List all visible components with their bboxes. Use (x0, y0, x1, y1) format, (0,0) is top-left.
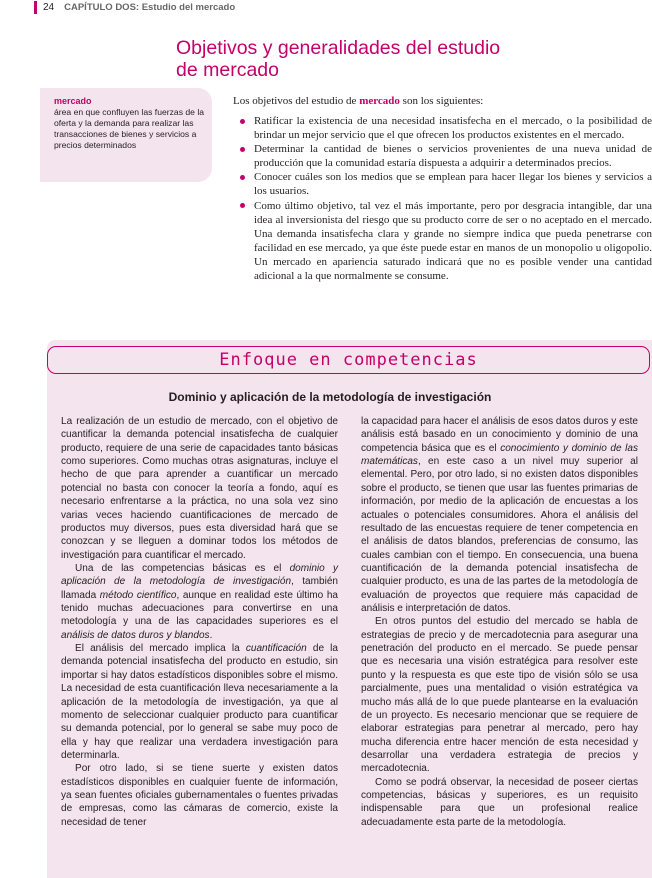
text-run: , también llamada (61, 576, 338, 601)
text-run: de la demanda potencial insatisfecha del producto en estudio, sin importar si hay datos estadísticos disponibles sobre el mismo. La necesidad de esta cuantificación lleva necesariamente a la aplicación de la metodología de investigación, ya que al momento de seleccionar cualquier producto para cuantificar su demanda potencial, por lo general se sabe muy poco de ella y hay que realizar una verdadera investigación para determinarla. (61, 643, 338, 761)
emphasis: método científico (99, 589, 177, 601)
competencias-column-left (61, 415, 338, 829)
running-header (34, 0, 235, 14)
emphasis: conocimiento y dominio de las matemáticas (361, 442, 638, 468)
page-number: 24 (43, 1, 55, 13)
emphasis: cuantificación (245, 643, 307, 655)
paragraph (61, 642, 338, 762)
paragraph (61, 562, 338, 642)
competencias-title-box (47, 346, 650, 374)
paragraph: La realización de un estudio de mercado, con el objetivo de cuantificar la demanda potencial insatisfecha de cualquier producto, requiere de una serie de capacidades tanto básicas como superiores. Como muchas otras asignaturas, incluye el hecho de que para aprender a cuantificar un mercado potencial no basta con conocer la teoría a fondo, aquí es necesario enfrentarse a la práctica, no una sola vez sino varias veces haciendo cuantificaciones de mercado de productos muy diversos, pues esta diversidad hará que se conozcan y se lleguen a dominar todos los métodos de investigación para cuantificar el mercado. (61, 416, 338, 561)
bullet-icon (240, 147, 245, 152)
list-item-text: Conocer cuáles son los medios que se emplean para hacer llegar los bienes y servicios a los usuarios. (254, 171, 652, 198)
section-title-line1: Objetivos y generalidades del estudio (176, 37, 501, 59)
emphasis: dominio y aplicación de la metodología de investigación (61, 562, 339, 588)
objectives-list (240, 114, 652, 283)
list-item (240, 114, 652, 142)
bullet-icon (240, 175, 245, 180)
list-item-text: Como último objetivo, tal vez el más importante, pero por desgracia intangible, dar una idea al inversionista del riesgo que su producto corre de ser o no aceptado en el mercado. Una demanda insatisfecha clara y grande no siempre indica que pueda penetrarse con facilidad en ese mercado, ya que éste puede estar en manos de un monopolio u oligopolio. Un mercado en apariencia saturado indicará que no es posible vender una cantidad adicional a la que normalmente se consume. (254, 199, 652, 283)
bullet-icon (240, 119, 245, 124)
bullet-icon (240, 203, 245, 208)
chapter-title: CAPÍTULO DOS: Estudio del mercado (64, 1, 236, 13)
paragraph: Como se podrá observar, la necesidad de poseer ciertas competencias, básicas y superiores, es un requisito indispensable para que un profesional realice adecuadamente esta parte de la metodología. (361, 776, 638, 828)
list-item (240, 199, 652, 284)
glossary-definition: área en que confluyen las fuerzas de la oferta y la demanda para realizar las transacciones de bienes y servicios a precios determinados (54, 107, 205, 150)
text-run: Una de las competencias básicas es el (75, 562, 290, 574)
competencias-column-right (361, 415, 638, 829)
glossary-term: mercado (54, 96, 92, 106)
intro-highlight-term: mercado (359, 95, 400, 107)
list-item (240, 170, 652, 198)
competencias-subheading: Dominio y aplicación de la metodología de investigación (168, 390, 492, 404)
text-run: , aunque en realidad este último ha tenido muchas adecuaciones para convertirse en una metodología y una de las capacidades superiores es el (61, 589, 338, 628)
intro-text: Los objetivos del estudio de (233, 95, 360, 107)
list-item-text: Determinar la cantidad de bienes o servicios provenientes de una nueva unidad de producción que la comunidad estaría dispuesta a adquirir a determinados precios. (254, 143, 652, 170)
text-run: , en este caso a un nivel muy superior al elemental. Pero, por otro lado, si no existen datos disponibles sobre el producto, se tienen que usar las fuentes primarias de información, por medio de la aplicación de encuestas a los actuales o potenciales consumidores. Ahora el análisis del resultado de las encuestas requiere de tener competencia en el análisis de datos blandos, preferencias de consumo, las cuales cambian con el tiempo. En consecuencia, una buena cuantificación de la demanda potencial insatisfecha de cualquier producto, es una de las partes de la metodología de evaluación de proyectos que requiere más capacidad de análisis e interpretación de datos. (361, 456, 638, 615)
list-item (240, 142, 652, 170)
glossary-box (40, 88, 212, 182)
section-title (176, 37, 536, 81)
section-title-line2: de mercado (176, 59, 279, 81)
paragraph (361, 415, 638, 615)
objectives-intro (233, 94, 652, 108)
text-run: . (209, 629, 213, 641)
list-item-text: Ratificar la existencia de una necesidad insatisfecha en el mercado, o la posibilidad de brindar un mejor servicio que el que ofrecen los productos existentes en el mercado. (254, 115, 652, 142)
competencias-title: Enfoque en competencias (219, 350, 478, 370)
paragraph: Por otro lado, si se tiene suerte y existen datos estadísticos disponibles en cualquier fuente de información, ya sean fuentes oficiales gubernamentales o fuentes privadas de empresas, como las cámaras de comercio, existe la necesidad de tener (61, 763, 338, 828)
text-run: El análisis del mercado implica la (75, 643, 246, 655)
text-run: la capacidad para hacer el análisis de esos datos duros y este análisis está basado en un conocimiento y dominio de una competencia básica que es el (361, 416, 639, 454)
intro-text-end: son los siguientes: (399, 95, 484, 107)
emphasis: análisis de datos duros y blandos (61, 629, 210, 641)
paragraph: En otros puntos del estudio del mercado se habla de estrategias de precio y de mercadotecnia para asegurar una penetración del producto en el mercado. Se puede pensar que es necesaria una visión estratégica para resolver este punto y la respuesta es que este tipo de visión sólo se usa parcialmente, pues una mentalidad o visión estratégica va mucho más allá de lo que puede plantearse en la evaluación de un proyecto. Es necesario mencionar que se requiere de elaborar estrategias para penetrar al mercado, pero hay mucha diferencia entre hacer mención de esta necesidad y desarrollar una verdadera estrategia de precios y mercadotecnia. (361, 616, 638, 775)
header-accent-bar (34, 1, 37, 14)
